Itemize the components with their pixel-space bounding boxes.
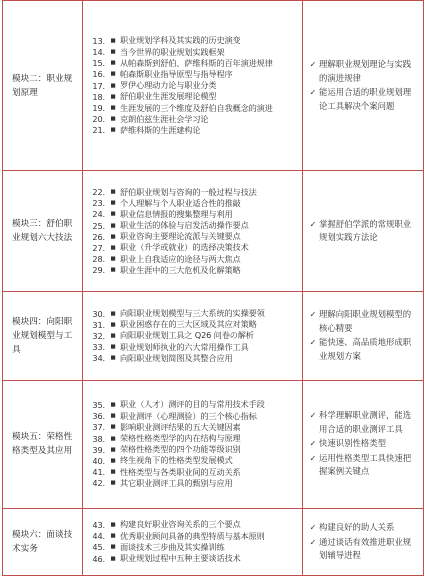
checkmark-icon: ✓	[309, 338, 317, 348]
topic-text: 职业生活的体验与启发活动操作要点	[120, 220, 249, 231]
topic-item	[87, 69, 298, 80]
topic-number: 29.	[92, 265, 105, 276]
topic-number: 23.	[92, 198, 105, 209]
topic-text: 优秀职业顾问具备的典型特质与基本原则	[120, 530, 265, 541]
topic-text: 职业咨询主要理论流派与关键要点	[120, 231, 241, 242]
topic-number: 34.	[92, 353, 105, 364]
topic-list	[83, 1, 303, 171]
topic-item	[87, 531, 298, 542]
topic-number: 18.	[92, 91, 105, 102]
goal-text: 理解职业规划理论与实践的演进规律	[319, 59, 412, 83]
goal-item	[307, 218, 419, 245]
topic-number: 38.	[92, 433, 105, 444]
topic-number: 46.	[92, 553, 105, 564]
topic-text: 职业规划师执业的六大常用操作工具	[120, 341, 249, 352]
topic-number: 25.	[92, 220, 105, 231]
square-bullet-icon: ■	[110, 222, 116, 229]
topic-text: 职业（人才）测评的目的与常用技术手段	[120, 399, 265, 410]
goal-item	[307, 58, 419, 85]
topic-number: 33.	[92, 342, 105, 353]
topic-text: 职业生涯中的三大危机及化解策略	[120, 264, 241, 275]
goal-item	[307, 308, 419, 335]
goal-text: 理解向阳职业规划模型的核心精要	[319, 309, 412, 333]
square-bullet-icon: ■	[110, 424, 116, 431]
topic-item	[87, 47, 298, 58]
square-bullet-icon: ■	[110, 256, 116, 263]
topic-number: 20.	[92, 114, 105, 125]
topic-list	[83, 292, 303, 381]
topic-text: 罗伊心理动力论与职业分类	[120, 80, 217, 91]
topic-text: 影响职业测评结果的五大关键因素	[120, 421, 241, 432]
checkmark-icon: ✓	[309, 453, 317, 463]
topic-text: 生涯发展的三个维度及舒伯自我概念的演进	[120, 102, 273, 113]
topic-text: 克朗伯兹生涯社会学习论	[120, 113, 209, 124]
goal-text: 能运用合适的职业规划理论工具解决个案问题	[319, 87, 412, 111]
topic-number: 13.	[92, 35, 105, 46]
topic-item	[87, 91, 298, 102]
checkmark-icon: ✓	[309, 439, 317, 449]
square-bullet-icon: ■	[110, 544, 116, 551]
checkmark-icon: ✓	[309, 60, 317, 70]
topic-number: 15.	[92, 58, 105, 69]
goal-item	[307, 452, 419, 479]
topic-text: 荣格性格类型学的内在结构与原理	[120, 433, 241, 444]
topic-item	[87, 467, 298, 478]
topic-item	[87, 198, 298, 209]
square-bullet-icon: ■	[110, 344, 116, 351]
module-name: 模块三：舒伯职业规划六大技法	[3, 171, 83, 292]
topic-item	[87, 58, 298, 69]
goal-text: 构建良好的助人关系	[319, 522, 395, 533]
topic-number: 17.	[92, 80, 105, 91]
goal-item	[307, 521, 419, 535]
topic-number: 32.	[92, 330, 105, 341]
topic-list	[83, 171, 303, 292]
module-name: 模块六：面谈技术实务	[3, 508, 83, 575]
topic-text: 其它职业测评工具的甄别与应用	[120, 477, 233, 488]
topic-item	[87, 114, 298, 125]
topic-text: 向阳职业规划简图及其整合应用	[120, 352, 233, 363]
topic-item	[87, 242, 298, 253]
topic-item	[87, 433, 298, 444]
square-bullet-icon: ■	[110, 267, 116, 274]
goal-text: 科学理解职业测评，能选用合适的职业测评工具	[319, 410, 412, 434]
topic-number: 40.	[92, 455, 105, 466]
square-bullet-icon: ■	[110, 200, 116, 207]
square-bullet-icon: ■	[110, 71, 116, 78]
square-bullet-icon: ■	[110, 321, 116, 328]
topic-text: 帕森斯职业指导原型与指导程序	[120, 68, 233, 79]
topic-item	[87, 478, 298, 489]
square-bullet-icon: ■	[110, 105, 116, 112]
topic-item	[87, 444, 298, 455]
topic-item	[87, 455, 298, 466]
topic-item	[87, 411, 298, 422]
square-bullet-icon: ■	[110, 355, 116, 362]
square-bullet-icon: ■	[110, 310, 116, 317]
topic-item	[87, 399, 298, 410]
goal-item	[307, 437, 419, 451]
module-name: 模块五：荣格性格类型及其应用	[3, 380, 83, 508]
topic-item	[87, 35, 298, 46]
topic-item	[87, 125, 298, 136]
goal-text: 通过谈话有效推进职业规划辅导进程	[319, 536, 412, 561]
square-bullet-icon: ■	[110, 60, 116, 67]
topic-number: 28.	[92, 254, 105, 265]
topic-text: 萨维科斯的生涯建构论	[120, 124, 201, 135]
topic-item	[87, 231, 298, 242]
module-row	[3, 508, 424, 575]
checkmark-icon: ✓	[309, 310, 317, 320]
module-row	[3, 171, 424, 292]
topic-item	[87, 422, 298, 433]
checkmark-icon: ✓	[309, 523, 317, 533]
square-bullet-icon: ■	[110, 127, 116, 134]
square-bullet-icon: ■	[110, 211, 116, 218]
square-bullet-icon: ■	[110, 49, 116, 56]
topic-text: 面谈技术三步曲及其实操训练	[120, 541, 225, 552]
topic-text: 向阳职业规划模型与三大系统的实操要领	[120, 308, 265, 319]
topic-text: 向阳职业规划工具之 Q26 问卷の解析	[120, 330, 254, 341]
topic-item	[87, 102, 298, 113]
topic-item	[87, 553, 298, 564]
square-bullet-icon: ■	[110, 93, 116, 100]
module-row	[3, 380, 424, 508]
topic-item	[87, 220, 298, 231]
topic-number: 27.	[92, 242, 105, 253]
topic-number: 44.	[92, 531, 105, 542]
topic-text: 构建良好职业咨询关系的三个要点	[120, 519, 241, 530]
topic-number: 42.	[92, 478, 105, 489]
topic-item	[87, 330, 298, 341]
topic-number: 35.	[92, 399, 105, 410]
topic-list	[83, 380, 303, 508]
topic-text: 职业规划学科及其实践的历史演变	[120, 35, 241, 46]
goal-text: 掌握舒伯学派的常规职业规划实践方法论	[319, 218, 412, 243]
topic-number: 14.	[92, 47, 105, 58]
topic-number: 31.	[92, 319, 105, 330]
topic-text: 终生视角下的性格类型发展模式	[120, 455, 233, 466]
topic-item	[87, 209, 298, 220]
topic-text: 职业（升学或就业）的选择决策技术	[120, 242, 249, 253]
topic-number: 45.	[92, 542, 105, 553]
topic-text: 当今世界的职业规划实践框架	[120, 46, 225, 57]
topic-text: 职业测评（心理测验）的三个核心指标	[120, 410, 257, 421]
checkmark-icon: ✓	[309, 411, 317, 421]
square-bullet-icon: ■	[110, 435, 116, 442]
topic-text: 性格类型与各类职业间的互动关系	[120, 466, 241, 477]
topic-text: 舒伯职业规划与咨询的一般过程与技法	[120, 186, 257, 197]
goal-item	[307, 86, 419, 113]
square-bullet-icon: ■	[110, 332, 116, 339]
goal-text: 能快速、高品质地形成职业规划方案	[319, 337, 412, 361]
topic-number: 26.	[92, 231, 105, 242]
square-bullet-icon: ■	[110, 480, 116, 487]
goal-list	[303, 292, 424, 381]
topic-number: 22.	[92, 187, 105, 198]
topic-item	[87, 254, 298, 265]
course-outline-table	[2, 0, 424, 576]
square-bullet-icon: ■	[110, 533, 116, 540]
topic-number: 24.	[92, 209, 105, 220]
square-bullet-icon: ■	[110, 521, 116, 528]
module-row	[3, 1, 424, 171]
square-bullet-icon: ■	[110, 401, 116, 408]
goal-text: 运用性格类型工具快速把握案例关键点	[319, 452, 412, 477]
topic-number: 21.	[92, 125, 105, 136]
square-bullet-icon: ■	[110, 37, 116, 44]
square-bullet-icon: ■	[110, 457, 116, 464]
topic-number: 30.	[92, 308, 105, 319]
topic-text: 职业困惑存在的三大区域及其应对策略	[120, 319, 257, 330]
goal-text: 快速识别性格类型	[319, 438, 386, 449]
goal-item	[307, 409, 419, 436]
module-name: 模块二：职业规划原理	[3, 1, 83, 171]
goal-item	[307, 536, 419, 563]
topic-item	[87, 265, 298, 276]
topic-number: 19.	[92, 103, 105, 114]
square-bullet-icon: ■	[110, 82, 116, 89]
checkmark-icon: ✓	[309, 88, 317, 98]
square-bullet-icon: ■	[110, 469, 116, 476]
topic-list	[83, 508, 303, 575]
checkmark-icon: ✓	[309, 219, 317, 229]
topic-text: 职业规划过程中五种主要谈话技术	[120, 553, 241, 564]
topic-text: 从帕森斯到舒伯、萨维科斯的百年演进规律	[120, 57, 273, 68]
goal-item	[307, 336, 419, 363]
topic-text: 荣格性格类型的四个功能等级识别	[120, 444, 241, 455]
module-name: 模块四：向阳职业规划模型与工具	[3, 292, 83, 381]
checkmark-icon: ✓	[309, 537, 317, 547]
topic-number: 37.	[92, 422, 105, 433]
goal-list	[303, 1, 424, 171]
topic-text: 职业上自我适应的途径与两大焦点	[120, 253, 241, 264]
topic-item	[87, 519, 298, 530]
square-bullet-icon: ■	[110, 446, 116, 453]
topic-item	[87, 319, 298, 330]
topic-item	[87, 186, 298, 197]
topic-item	[87, 353, 298, 364]
goal-list	[303, 508, 424, 575]
topic-item	[87, 308, 298, 319]
square-bullet-icon: ■	[110, 555, 116, 562]
topic-number: 39.	[92, 444, 105, 455]
topic-item	[87, 341, 298, 352]
goal-list	[303, 171, 424, 292]
topic-item	[87, 80, 298, 91]
square-bullet-icon: ■	[110, 413, 116, 420]
topic-text: 舒伯职业生涯发展理论模型	[120, 91, 217, 102]
square-bullet-icon: ■	[110, 116, 116, 123]
goal-list	[303, 380, 424, 508]
topic-number: 43.	[92, 519, 105, 530]
topic-text: 个人理解与个人职业适合性的推敲	[120, 197, 241, 208]
topic-number: 16.	[92, 69, 105, 80]
module-row	[3, 292, 424, 381]
topic-number: 41.	[92, 467, 105, 478]
square-bullet-icon: ■	[110, 244, 116, 251]
topic-number: 36.	[92, 411, 105, 422]
square-bullet-icon: ■	[110, 233, 116, 240]
square-bullet-icon: ■	[110, 189, 116, 196]
topic-item	[87, 542, 298, 553]
topic-text: 职业信息情报的搜集整理与利用	[120, 208, 233, 219]
